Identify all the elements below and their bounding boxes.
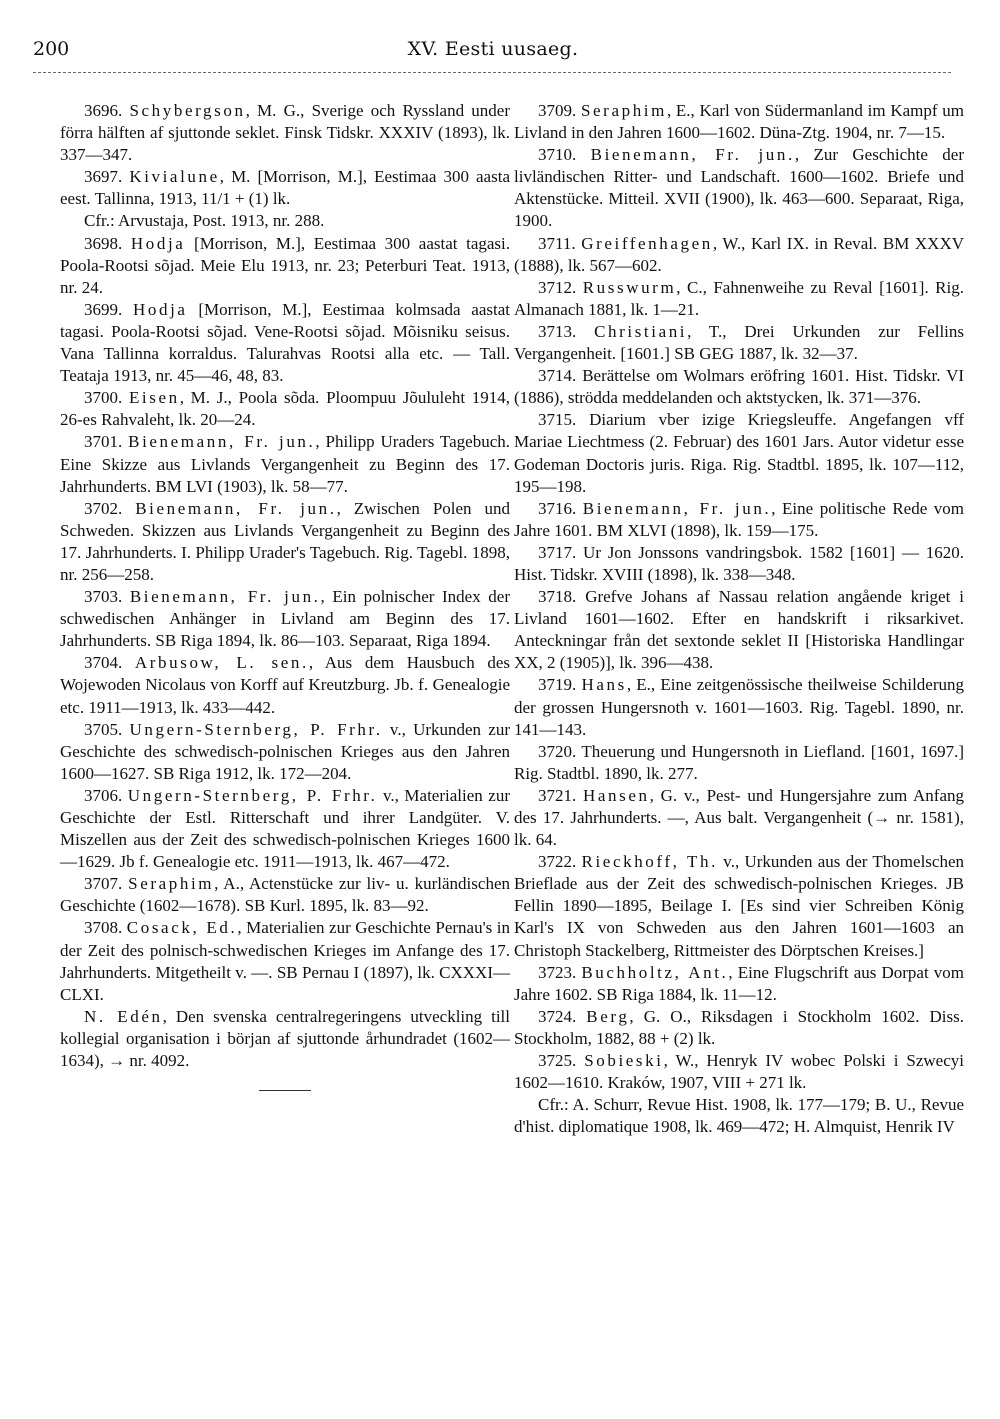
section-end-rule: [259, 1090, 311, 1091]
bibliography-entry: [514, 365, 964, 409]
bibliography-entry: [514, 498, 964, 542]
entry-text: v., Materialien zur Geschichte der Estl. Ritterschaft und ihrer Landgüter. V. Miszellen aus der Zeit des schwedisch-polnischen Krieges 1600—1629. Jb f. Genealogie etc. 1911—1913, lk. 467—472.: [60, 785, 510, 872]
entry-text: , Den svenska centralregeringens utveckling till kollegial organisation i början af sjuttonde århundradet (1602—1634), → nr. 4092.: [60, 1006, 510, 1071]
entry-number: 3706.: [84, 785, 123, 805]
bibliography-entry: [60, 166, 510, 210]
entry-author: Seraphim: [128, 874, 215, 894]
bibliography-entry: [514, 962, 964, 1006]
bibliography-entry: [60, 586, 510, 652]
entry-author: Hans: [581, 675, 627, 695]
header-rule: [33, 72, 951, 73]
bibliography-entry: [60, 387, 510, 431]
entry-text: [Morrison, M.], Eestimaa kolmsada aastat tagasi. Poola-Rootsi sõjad. Vene-Rootsi sõjad. Mõisniku seisus. Vana Tallinna korraldus. Talurahvas Rootsi alla etc. — Tall. Teataja 1913, nr. 45—46, 48, 83.: [60, 299, 510, 386]
entry-number: 3704.: [84, 653, 123, 673]
page-number: 200: [33, 38, 70, 60]
entry-number: 3702.: [84, 498, 123, 518]
entry-text: v., Urkunden aus der Thomelschen Brieflade aus der Zeit des schwedisch-polnischen Krieges. JB Fellin 1890—1895, Beilage I. [Es sind vier Schreiben König Karl's IX von Schweden aus den Jahren 1601—1603 an Christoph Stackelberg, Rittmeister des Dörptschen Kreises.]: [514, 852, 964, 960]
entry-number: 3711.: [538, 233, 576, 253]
entry-text: , G. v., Pest- und Hungersjahre zum Anfang des 17. Jahrhunderts. —, Aus balt. Vergangenheit (→ nr. 1581), lk. 64.: [514, 785, 965, 850]
entry-text: Diarium vber izige Kriegsleuffe. Angefangen vff Mariae Liechtmess (2. Februar) des 1601 Jars. Autor videtur esse Godeman Doctoris juris. Riga. Rig. Stadtbl. 1895, lk. 107—112, 195—198.: [514, 410, 965, 496]
entry-text: [Morrison, M.], Eestimaa 300 aastat tagasi. Poola-Rootsi sõjad. Meie Elu 1913, nr. 23; Peterburi Teat. 1913, nr. 24.: [60, 233, 511, 297]
entry-number: 3721.: [538, 785, 577, 805]
entry-text: Cfr.: Arvustaja, Post. 1913, nr. 288.: [84, 211, 325, 231]
bibliography-entry: [60, 233, 510, 299]
entry-author: Cosack, Ed.: [126, 918, 238, 938]
entry-author: Greiffenhagen: [581, 233, 713, 253]
entry-author: Seraphim: [580, 101, 667, 120]
entry-number: 3709.: [538, 101, 577, 120]
bibliography-entry: [60, 719, 510, 785]
entry-text: , Zwischen Polen und Schweden. Skizzen aus Livlands Vergangenheit zu Beginn des 17. Jahrhunderts. I. Philipp Urader's Tagebuch. Rig. Tagebl. 1898, nr. 256—258.: [60, 498, 510, 584]
entry-author: Kivialune: [129, 167, 220, 187]
entry-text: , Eine Flugschrift aus Dorpat vom Jahre 1602. SB Riga 1884, lk. 11—12.: [514, 962, 964, 1004]
entry-author: Eisen: [128, 388, 180, 408]
entry-author: Bienemann, Fr. jun.: [128, 432, 316, 452]
entry-text: , E., Eine zeitgenössische theilweise Schilderung der grossen Hungersnoth v. 1601—1603. Rig. Tagebl. 1890, nr. 141—143.: [514, 675, 964, 739]
bibliography-entry: [60, 100, 510, 166]
left-column: [60, 100, 510, 1091]
bibliography-entry: [514, 586, 964, 674]
entry-number: 3722.: [538, 852, 577, 872]
bibliography-entry: [514, 277, 964, 321]
entry-author: Ungern-Sternberg, P. Frhr.: [129, 719, 383, 739]
entry-text: , Materialien zur Geschichte Pernau's in der Zeit des polnisch-schwedischen Krieges im Anfange des 17. Jahrhunderts. Mitgetheilt v. —. SB Pernau I (1897), lk. CXXXI—CLXI.: [60, 918, 511, 1004]
entry-number: 3715.: [538, 410, 577, 430]
bibliography-entry: [514, 233, 964, 277]
bibliography-entry: [514, 851, 964, 961]
entry-author: Berg: [586, 1006, 630, 1026]
bibliography-entry: [514, 741, 964, 785]
entry-author: Hansen: [583, 785, 650, 805]
entry-author: Buchholtz, Ant.: [581, 962, 729, 982]
entry-author: Rieckhoff, Th.: [581, 852, 718, 872]
bibliography-entry: [514, 1094, 964, 1138]
entry-text: , M. [Morrison, M.], Eestimaa 300 aasta eest. Tallinna, 1913, 11/1 + (1) lk.: [60, 167, 510, 209]
entry-number: 3719.: [538, 675, 577, 695]
bibliography-entry: [514, 100, 964, 144]
entry-text: Theuerung und Hungersnoth in Liefland. [1601, 1697.] Rig. Stadtbl. 1890, lk. 277.: [514, 741, 964, 783]
entry-number: 3699.: [84, 299, 123, 319]
bibliography-entry: [514, 1006, 964, 1050]
entry-number: 3703.: [84, 587, 123, 607]
entry-text: , W., Henryk IV wobec Polski i Szwecyi 1602—1610. Kraków, 1907, VIII + 271 lk.: [514, 1051, 964, 1093]
entry-text: Berättelse om Wolmars eröfring 1601. Hist. Tidskr. VI (1886), strödda meddelanden och aktstycken, lk. 371—376.: [514, 366, 965, 408]
bibliography-entry: [60, 917, 510, 1005]
entry-author: Arbusow, L. sen.: [134, 653, 309, 673]
bibliography-entry: [60, 1006, 510, 1072]
entry-number: 3720.: [538, 741, 577, 761]
entry-number: 3705.: [84, 719, 123, 739]
entry-author: Bienemann, Fr. jun.: [135, 498, 337, 518]
entry-text: , W., Karl IX. in Reval. BM XXXV (1888), lk. 567—602.: [514, 233, 965, 275]
bibliography-entry: [514, 1050, 964, 1094]
entry-author: Bienemann, Fr. jun.: [582, 498, 772, 518]
entry-author: N. Edén: [84, 1006, 163, 1026]
entry-text: Cfr.: A. Schurr, Revue Hist. 1908, lk. 177—179; B. U., Revue d'hist. diplomatique 1908, lk. 469—472; H. Almquist, Henrik IV: [514, 1095, 964, 1137]
entry-author: Bienemann, Fr. jun.: [129, 587, 321, 607]
entry-number: 3700.: [84, 388, 123, 408]
entry-author: Hodja: [133, 299, 188, 319]
entry-number: 3714.: [538, 366, 577, 386]
bibliography-entry: [60, 873, 510, 917]
entry-number: 3716.: [538, 498, 577, 518]
bibliography-entry: [60, 498, 510, 586]
entry-number: 3718.: [538, 587, 577, 607]
entry-text: , C., Fahnenweihe zu Reval [1601]. Rig. Almanach 1881, lk. 1—21.: [514, 277, 964, 319]
bibliography-entry: [514, 144, 964, 232]
bibliography-entry: [514, 542, 964, 586]
bibliography-entry: [60, 431, 510, 497]
entry-text: , G. O., Riksdagen i Stockholm 1602. Diss. Stockholm, 1882, 88 + (2) lk.: [514, 1006, 965, 1048]
entry-author: Ungern-Sternberg, P. Frhr.: [127, 785, 378, 805]
right-column: [514, 100, 964, 1138]
bibliography-entry: [514, 321, 964, 365]
entry-author: Bienemann, Fr. jun.: [590, 145, 795, 165]
entry-author: Sobieski: [584, 1051, 664, 1071]
entry-number: 3717.: [538, 542, 577, 562]
entry-author: Hodja: [130, 233, 186, 253]
bibliography-entry: [514, 674, 964, 740]
bibliography-entry: [60, 652, 510, 718]
entry-text: , M. G., Sverige och Ryssland under förra hälften af sjuttonde seklet. Finsk Tidskr. XXXIV (1893), lk. 337—347.: [60, 101, 511, 165]
entry-text: , Aus dem Hausbuch des Wojewoden Nicolaus von Korff auf Kreutzburg. Jb. f. Genealogie etc. 1911—1913, lk. 433—442.: [60, 653, 511, 717]
entry-author: Russwurm: [582, 277, 677, 297]
entry-number: 3710.: [538, 145, 577, 165]
entry-number: 3712.: [538, 277, 577, 297]
entry-number: 3698.: [84, 233, 123, 253]
bibliography-entry: [60, 210, 510, 232]
bibliography-entry: [514, 409, 964, 497]
entry-author: Schybergson: [129, 101, 246, 120]
entry-text: , A., Actenstücke zur liv- u. kurländischen Geschichte (1602—1678). SB Kurl. 1895, lk. 83—92.: [60, 874, 510, 916]
entry-text: Ur Jon Jonssons vandringsbok. 1582 [1601] — 1620. Hist. Tidskr. XVIII (1898), lk. 338—348.: [514, 542, 964, 584]
entry-text: Grefve Johans af Nassau relation angående kriget i Livland 1601—1602. Efter en handskrift i riksarkivet. Anteckningar från det sextonde seklet II [Historiska Handlingar XX, 2 (1905)], lk. 396—438.: [514, 587, 964, 673]
entry-text: , Ein polnischer Index der schwedischen Anhänger in Livland am Beginn des 17. Jahrhunderts. SB Riga 1894, lk. 86—103. Separaat, Riga 1894.: [60, 587, 510, 651]
bibliography-entry: [60, 299, 510, 387]
entry-text: , Zur Geschichte der livländischen Ritter- und Landschaft. 1600—1602. Briefe und Aktenstücke. Mitteil. XVII (1900), lk. 463—600. Separaat, Riga, 1900.: [514, 145, 964, 231]
bibliography-entry: [60, 785, 510, 873]
entry-number: 3723.: [538, 962, 577, 982]
entry-number: 3707.: [84, 874, 123, 894]
entry-number: 3696.: [84, 101, 123, 120]
entry-number: 3708.: [84, 918, 123, 938]
entry-number: 3724.: [538, 1006, 577, 1026]
running-head: [33, 38, 953, 68]
entry-text: v., Urkunden zur Geschichte des schwedisch-polnischen Krieges aus den Jahren 1600—1627. SB Riga 1912, lk. 172—204.: [60, 719, 511, 783]
entry-text: , E., Karl von Südermanland im Kampf um Livland in den Jahren 1600—1602. Düna-Ztg. 1904, nr. 7—15.: [514, 101, 964, 143]
entry-text: , Eine politische Rede vom Jahre 1601. BM XLVI (1898), lk. 159—175.: [514, 498, 964, 540]
entry-number: 3725.: [538, 1051, 577, 1071]
entry-number: 3697.: [84, 167, 123, 187]
entry-number: 3713.: [538, 321, 577, 341]
entry-author: Christiani: [594, 321, 688, 341]
entry-text: , M. J., Poola sõda. Ploompuu Jõululeht 1914, 26-es Rahvaleht, lk. 20—24.: [60, 388, 510, 430]
section-title: XV. Eesti uusaeg.: [407, 38, 579, 60]
entry-text: , Philipp Uraders Tagebuch. Eine Skizze aus Livlands Vergangenheit zu Beginn des 17. Jahrhunderts. BM LVI (1903), lk. 58—77.: [60, 432, 510, 496]
bibliography-entry: [514, 785, 964, 851]
entry-number: 3701.: [84, 432, 123, 452]
entry-text: , T., Drei Urkunden zur Fellins Vergangenheit. [1601.] SB GEG 1887, lk. 32—37.: [514, 321, 965, 364]
